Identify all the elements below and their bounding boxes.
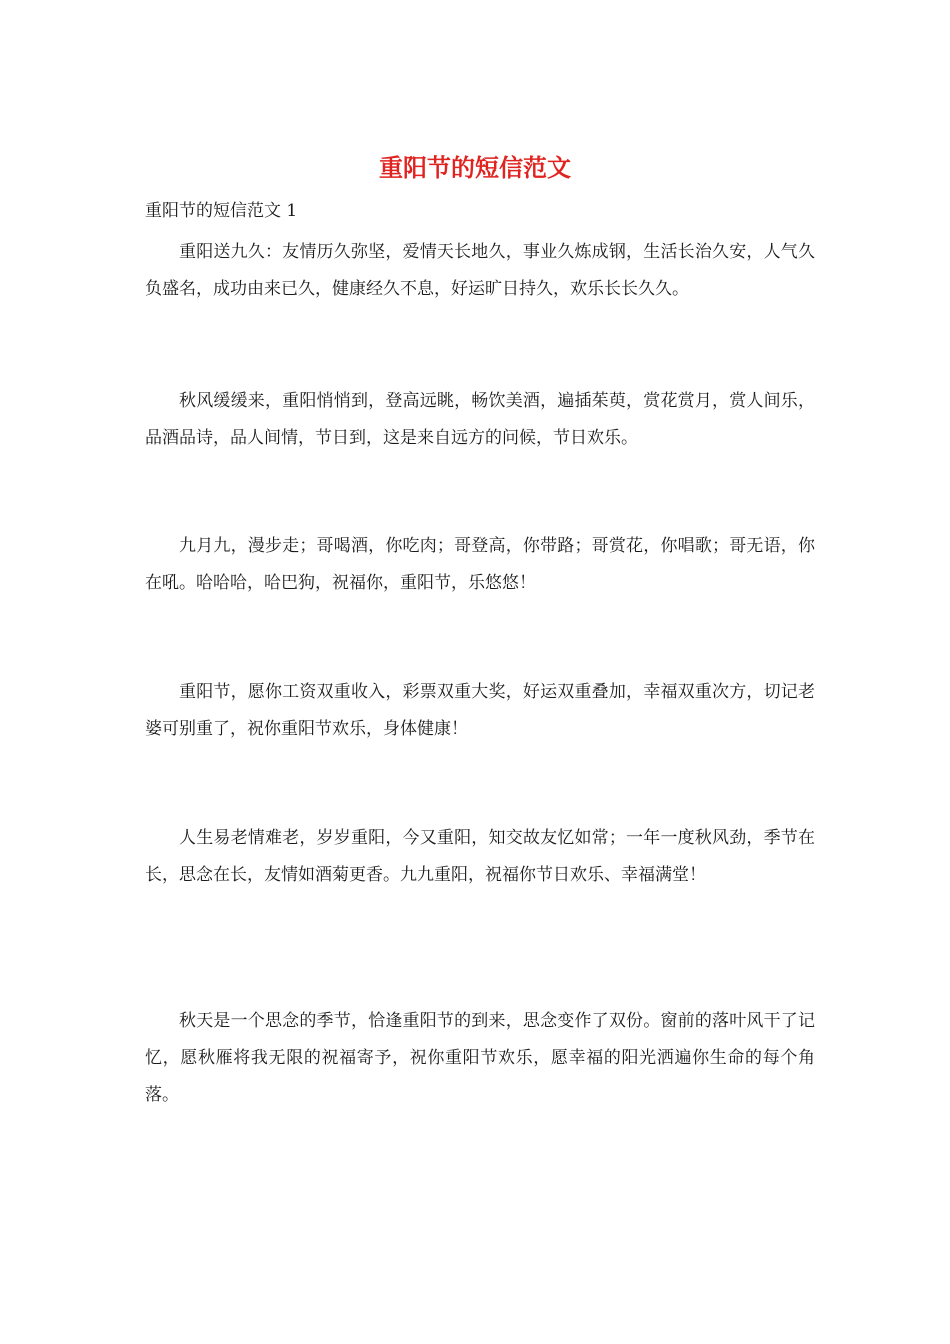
paragraph-6: 秋天是一个思念的季节，恰逢重阳节的到来，思念变作了双份。窗前的落叶风干了记忆，愿秋雁将我无限的祝福寄予，祝你重阳节欢乐，愿幸福的阳光洒遍你生命的每个角落。 [145, 1011, 815, 1105]
page-title: 重阳节的短信范文 [379, 153, 571, 182]
paragraph-5: 人生易老情难老，岁岁重阳，今又重阳，知交故友忆如常；一年一度秋风劲，季节在长，思念在长，友情如酒菊更香。九九重阳，祝福你节日欢乐、幸福满堂！ [145, 828, 815, 885]
paragraph-3: 九月九，漫步走；哥喝酒，你吃肉；哥登高，你带路；哥赏花，你唱歌；哥无语，你在吼。哈哈哈，哈巴狗，祝福你，重阳节，乐悠悠！ [145, 536, 815, 593]
paragraph-2: 秋风缓缓来，重阳悄悄到，登高远眺，畅饮美酒，遍插茱萸，赏花赏月，赏人间乐，品酒品诗，品人间情，节日到，这是来自远方的问候，节日欢乐。 [145, 391, 815, 448]
paragraph-1: 重阳送九久：友情历久弥坚，爱情天长地久，事业久炼成钢，生活长治久安，人气久负盛名，成功由来已久，健康经久不息，好运旷日持久，欢乐长长久久。 [145, 242, 815, 299]
section-subtitle: 重阳节的短信范文 1 [145, 201, 298, 221]
paragraph-4: 重阳节，愿你工资双重收入，彩票双重大奖，好运双重叠加，幸福双重次方，切记老婆可别重了，祝你重阳节欢乐，身体健康！ [145, 682, 815, 739]
